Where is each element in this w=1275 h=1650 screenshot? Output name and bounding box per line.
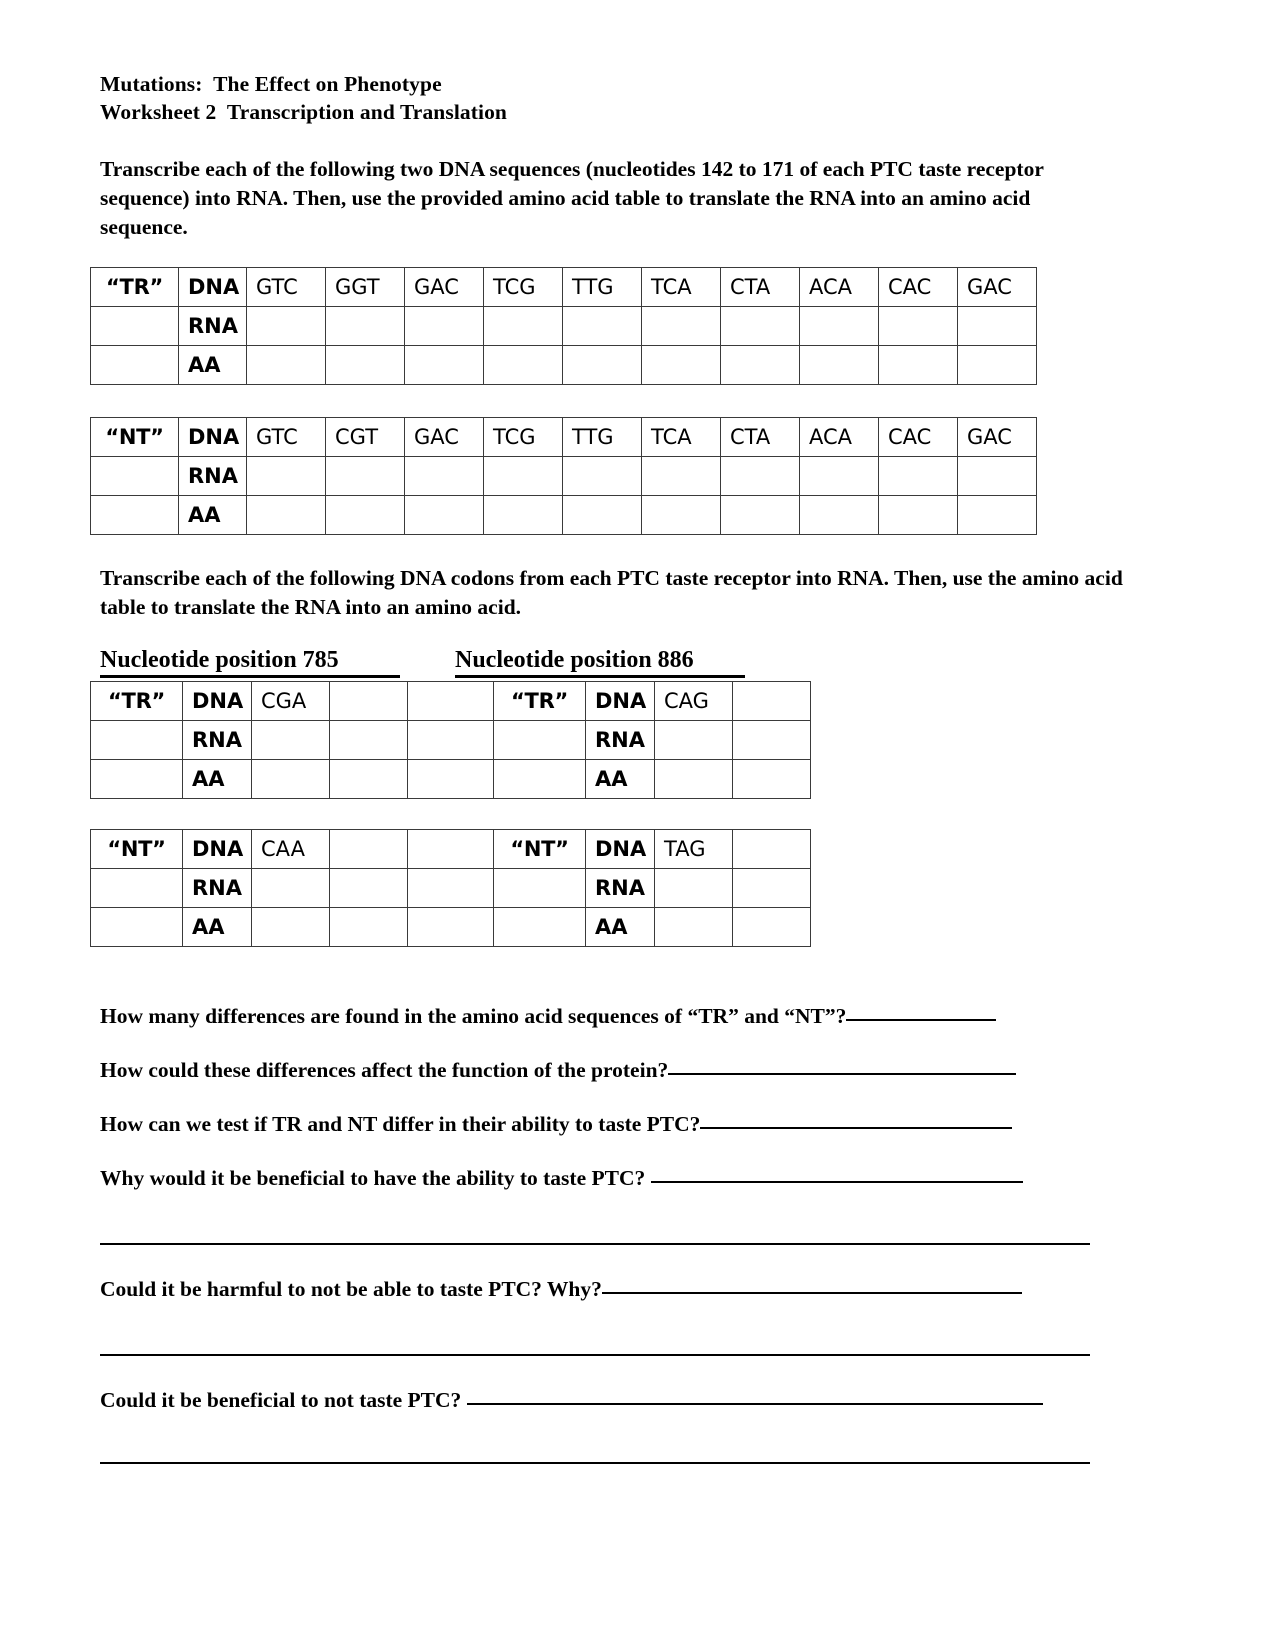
cell-rna-10[interactable] <box>958 457 1037 496</box>
cell-aa-3[interactable] <box>405 346 484 385</box>
cell-dna-7[interactable]: CTA <box>721 418 800 457</box>
right-row-label-blank <box>494 869 586 908</box>
cell-rna-6[interactable] <box>642 307 721 346</box>
left-cell-dna-blank[interactable] <box>330 682 408 721</box>
right-cell-aa-blank[interactable] <box>733 908 811 947</box>
question-1 <box>100 1004 996 1029</box>
question-6-text: Could it be beneficial to not taste PTC? <box>100 1388 467 1412</box>
cell-rna-8[interactable] <box>800 457 879 496</box>
page-title <box>100 70 507 126</box>
right-row-header-aa: AA <box>586 760 655 799</box>
row-header-aa: AA <box>179 346 247 385</box>
cell-dna-7[interactable]: CTA <box>721 268 800 307</box>
answer-blank-3[interactable] <box>700 1113 1012 1129</box>
spacer-cell <box>408 721 494 760</box>
sequence-table-nt <box>90 417 1037 535</box>
cell-dna-2[interactable]: CGT <box>326 418 405 457</box>
right-cell-dna-blank[interactable] <box>733 682 811 721</box>
cell-rna-1[interactable] <box>247 457 326 496</box>
row-label-blank <box>91 346 179 385</box>
left-cell-dna-codon[interactable]: CAA <box>252 830 330 869</box>
question-3 <box>100 1112 1012 1137</box>
cell-dna-2[interactable]: GGT <box>326 268 405 307</box>
question-4 <box>100 1166 1023 1191</box>
title-line-2: Worksheet 2 Transcription and Translation <box>100 100 507 124</box>
left-row-header-rna: RNA <box>183 721 252 760</box>
right-row-header-rna: RNA <box>586 869 655 908</box>
cell-dna-5[interactable]: TTG <box>563 268 642 307</box>
table-row <box>91 307 1037 346</box>
right-row-header-aa: AA <box>586 908 655 947</box>
answer-blank-6-continued[interactable] <box>100 1462 1090 1464</box>
left-row-header-aa: AA <box>183 908 252 947</box>
cell-dna-1[interactable]: GTC <box>247 418 326 457</box>
left-cell-aa-blank[interactable] <box>330 908 408 947</box>
right-row-label-nt: “NT” <box>494 830 586 869</box>
answer-blank-4[interactable] <box>651 1167 1023 1183</box>
cell-aa-2[interactable] <box>326 496 405 535</box>
spacer-cell <box>408 908 494 947</box>
cell-rna-9[interactable] <box>879 457 958 496</box>
cell-rna-3[interactable] <box>405 307 484 346</box>
cell-aa-9[interactable] <box>879 346 958 385</box>
right-row-header-dna: DNA <box>586 682 655 721</box>
left-row-label-nt: “NT” <box>91 830 183 869</box>
cell-aa-8[interactable] <box>800 346 879 385</box>
right-row-label-tr: “TR” <box>494 682 586 721</box>
spacer-cell <box>408 869 494 908</box>
cell-aa-3[interactable] <box>405 496 484 535</box>
spacer-cell <box>408 682 494 721</box>
cell-rna-9[interactable] <box>879 307 958 346</box>
heading-position-886: Nucleotide position 886 <box>455 647 745 678</box>
row-label-tr: “TR” <box>91 268 179 307</box>
cell-rna-2[interactable] <box>326 307 405 346</box>
question-6 <box>100 1388 1043 1413</box>
answer-blank-5[interactable] <box>602 1278 1022 1294</box>
question-5 <box>100 1277 1022 1302</box>
left-cell-rna-blank[interactable] <box>330 869 408 908</box>
left-cell-rna-blank[interactable] <box>330 721 408 760</box>
cell-dna-4[interactable]: TCG <box>484 268 563 307</box>
table-row <box>91 721 811 760</box>
left-row-header-aa: AA <box>183 760 252 799</box>
left-cell-rna-codon[interactable] <box>252 721 330 760</box>
table-row <box>91 268 1037 307</box>
cell-dna-8[interactable]: ACA <box>800 268 879 307</box>
table-row <box>91 908 811 947</box>
question-2 <box>100 1058 1016 1083</box>
table-row <box>91 457 1037 496</box>
cell-aa-10[interactable] <box>958 346 1037 385</box>
cell-rna-5[interactable] <box>563 307 642 346</box>
title-line-1: Mutations: The Effect on Phenotype <box>100 72 442 96</box>
left-row-header-dna: DNA <box>183 830 252 869</box>
right-row-label-blank <box>494 721 586 760</box>
left-cell-aa-blank[interactable] <box>330 760 408 799</box>
cell-aa-4[interactable] <box>484 496 563 535</box>
right-cell-aa-codon[interactable] <box>655 908 733 947</box>
table-row <box>91 760 811 799</box>
instructions-transcribe-sequences: Transcribe each of the following two DNA sequences (nucleotides 142 to 171 of each PTC taste receptor sequence) into RNA. Then, use the provided amino acid table to translate the RNA into an amino acid sequence. <box>100 157 1044 239</box>
right-cell-dna-codon[interactable]: CAG <box>655 682 733 721</box>
nucleotide-position-headings <box>100 647 840 678</box>
left-row-header-rna: RNA <box>183 869 252 908</box>
cell-aa-10[interactable] <box>958 496 1037 535</box>
cell-rna-8[interactable] <box>800 307 879 346</box>
table-row <box>91 682 811 721</box>
left-cell-aa-codon[interactable] <box>252 760 330 799</box>
answer-blank-5-continued[interactable] <box>100 1354 1090 1356</box>
left-row-label-blank <box>91 869 183 908</box>
cell-aa-9[interactable] <box>879 496 958 535</box>
left-cell-dna-blank[interactable] <box>330 830 408 869</box>
cell-dna-10[interactable]: GAC <box>958 418 1037 457</box>
cell-dna-3[interactable]: GAC <box>405 418 484 457</box>
spacer-cell <box>408 830 494 869</box>
right-cell-dna-codon[interactable]: TAG <box>655 830 733 869</box>
right-cell-aa-codon[interactable] <box>655 760 733 799</box>
cell-rna-3[interactable] <box>405 457 484 496</box>
left-cell-aa-codon[interactable] <box>252 908 330 947</box>
left-row-label-blank <box>91 908 183 947</box>
spacer-cell <box>408 760 494 799</box>
cell-aa-1[interactable] <box>247 496 326 535</box>
question-3-text: How can we test if TR and NT differ in their ability to taste PTC? <box>100 1112 701 1136</box>
cell-dna-10[interactable]: GAC <box>958 268 1037 307</box>
question-5-text: Could it be harmful to not be able to taste PTC? Why? <box>100 1277 602 1301</box>
cell-dna-9[interactable]: CAC <box>879 418 958 457</box>
question-2-text: How could these differences affect the function of the protein? <box>100 1058 669 1082</box>
row-header-aa: AA <box>179 496 247 535</box>
cell-aa-6[interactable] <box>642 496 721 535</box>
cell-rna-7[interactable] <box>721 307 800 346</box>
right-cell-dna-blank[interactable] <box>733 830 811 869</box>
row-header-rna: RNA <box>179 307 247 346</box>
answer-blank-4-continued[interactable] <box>100 1243 1090 1245</box>
cell-dna-4[interactable]: TCG <box>484 418 563 457</box>
question-4-text: Why would it be beneficial to have the ability to taste PTC? <box>100 1166 651 1190</box>
row-header-dna: DNA <box>179 268 247 307</box>
table-row <box>91 869 811 908</box>
codon-table-tr <box>90 681 811 799</box>
cell-dna-8[interactable]: ACA <box>800 418 879 457</box>
table-row <box>91 496 1037 535</box>
cell-rna-1[interactable] <box>247 307 326 346</box>
answer-blank-1[interactable] <box>846 1005 996 1021</box>
right-cell-aa-blank[interactable] <box>733 760 811 799</box>
cell-aa-5[interactable] <box>563 496 642 535</box>
heading-position-785: Nucleotide position 785 <box>100 647 400 678</box>
cell-rna-10[interactable] <box>958 307 1037 346</box>
cell-dna-1[interactable]: GTC <box>247 268 326 307</box>
cell-aa-8[interactable] <box>800 496 879 535</box>
right-cell-rna-blank[interactable] <box>733 721 811 760</box>
cell-aa-1[interactable] <box>247 346 326 385</box>
left-row-header-dna: DNA <box>183 682 252 721</box>
question-1-text: How many differences are found in the amino acid sequences of “TR” and “NT”? <box>100 1004 847 1028</box>
sequence-table-tr <box>90 267 1037 385</box>
cell-aa-7[interactable] <box>721 346 800 385</box>
cell-aa-4[interactable] <box>484 346 563 385</box>
left-cell-dna-codon[interactable]: CGA <box>252 682 330 721</box>
row-label-blank <box>91 457 179 496</box>
right-cell-rna-codon[interactable] <box>655 721 733 760</box>
cell-dna-3[interactable]: GAC <box>405 268 484 307</box>
cell-aa-7[interactable] <box>721 496 800 535</box>
left-row-label-blank <box>91 721 183 760</box>
right-row-label-blank <box>494 908 586 947</box>
row-label-blank <box>91 307 179 346</box>
row-header-rna: RNA <box>179 457 247 496</box>
row-label-nt: “NT” <box>91 418 179 457</box>
table-row <box>91 346 1037 385</box>
right-row-header-dna: DNA <box>586 830 655 869</box>
cell-aa-2[interactable] <box>326 346 405 385</box>
table-row <box>91 830 811 869</box>
answer-blank-2[interactable] <box>668 1059 1016 1075</box>
cell-rna-5[interactable] <box>563 457 642 496</box>
right-cell-rna-blank[interactable] <box>733 869 811 908</box>
left-cell-rna-codon[interactable] <box>252 869 330 908</box>
cell-rna-4[interactable] <box>484 307 563 346</box>
cell-dna-5[interactable]: TTG <box>563 418 642 457</box>
table-row <box>91 418 1037 457</box>
cell-rna-7[interactable] <box>721 457 800 496</box>
cell-rna-2[interactable] <box>326 457 405 496</box>
cell-rna-6[interactable] <box>642 457 721 496</box>
row-header-dna: DNA <box>179 418 247 457</box>
cell-dna-6[interactable]: TCA <box>642 268 721 307</box>
right-row-header-rna: RNA <box>586 721 655 760</box>
left-row-label-tr: “TR” <box>91 682 183 721</box>
codon-table-nt <box>90 829 811 947</box>
instructions-transcribe-codons: Transcribe each of the following DNA codons from each PTC taste receptor into RNA. Then, use the amino acid table to translate the RNA into an amino acid. <box>100 566 1123 619</box>
cell-dna-9[interactable]: CAC <box>879 268 958 307</box>
right-row-label-blank <box>494 760 586 799</box>
left-row-label-blank <box>91 760 183 799</box>
cell-aa-5[interactable] <box>563 346 642 385</box>
cell-aa-6[interactable] <box>642 346 721 385</box>
cell-dna-6[interactable]: TCA <box>642 418 721 457</box>
answer-blank-6[interactable] <box>467 1389 1043 1405</box>
row-label-blank <box>91 496 179 535</box>
cell-rna-4[interactable] <box>484 457 563 496</box>
right-cell-rna-codon[interactable] <box>655 869 733 908</box>
